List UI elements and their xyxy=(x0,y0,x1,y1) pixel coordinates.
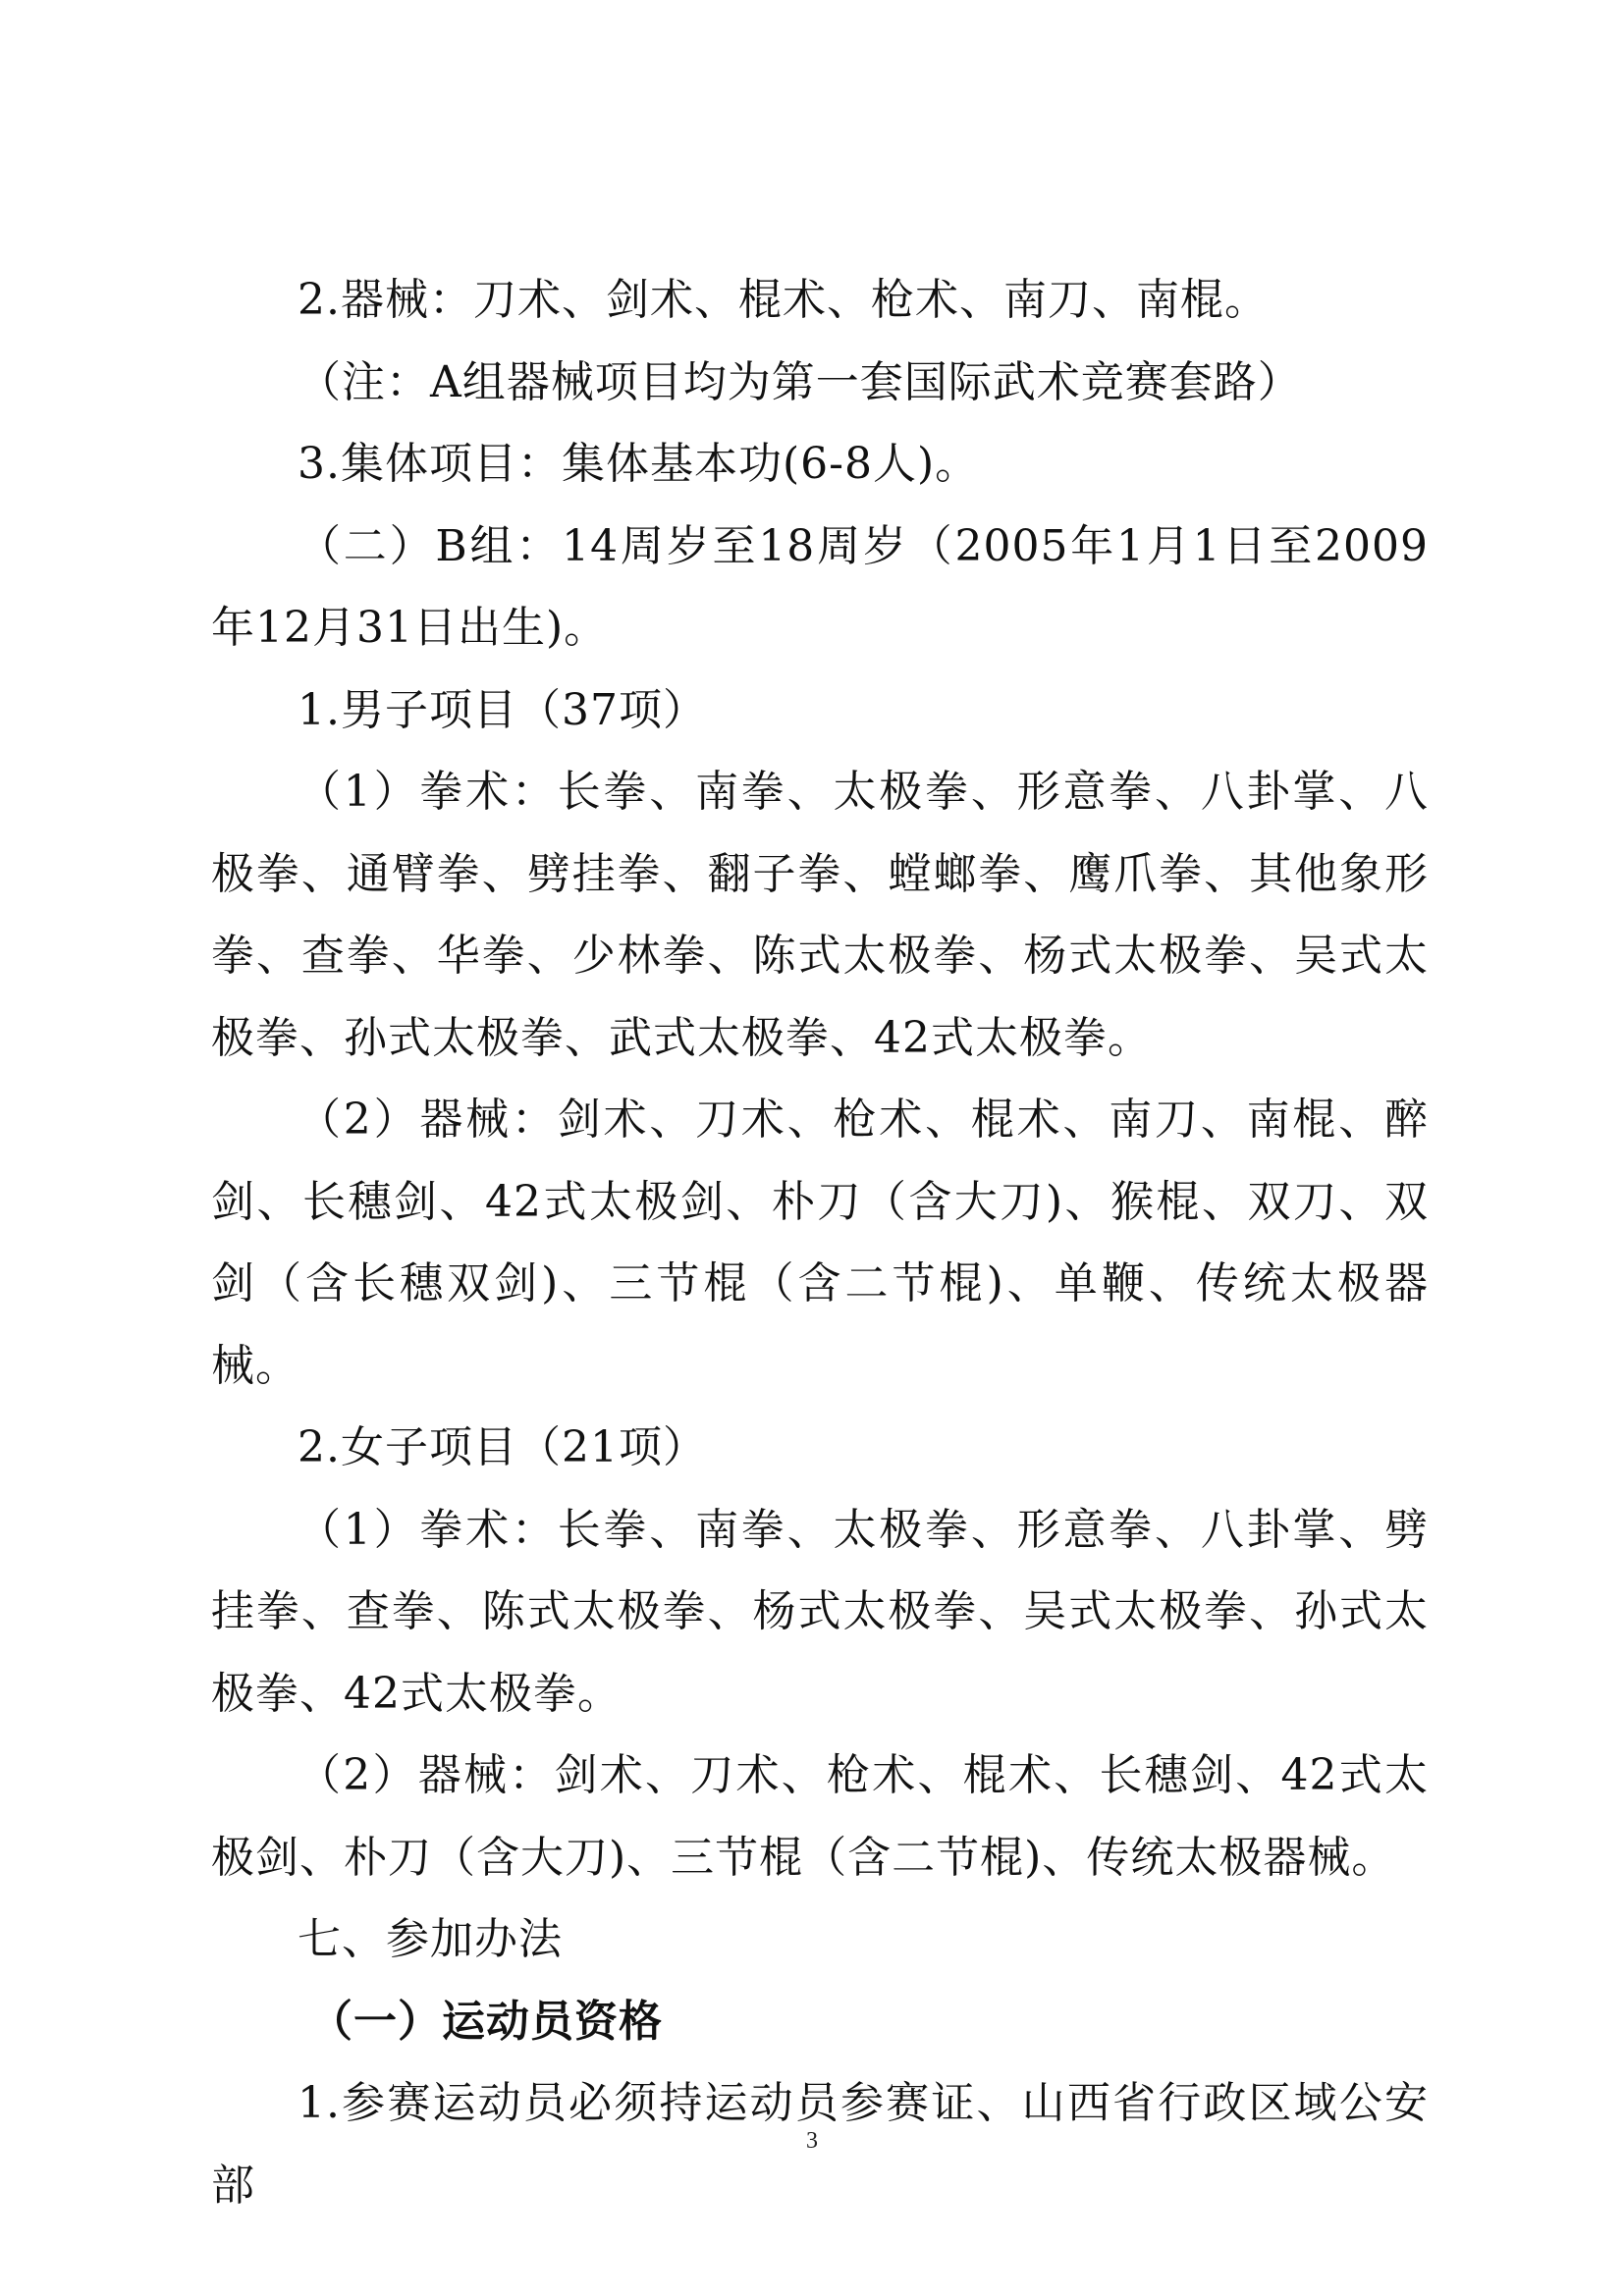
paragraph-men-events: 1.男子项目（37项） xyxy=(298,684,707,735)
paragraph-women-events: 2.女子项目（21项） xyxy=(298,1422,707,1472)
paragraph-group-event: 3.集体项目：集体基本功(6-8人)。 xyxy=(298,439,980,489)
subsection-heading: （一）运动员资格 xyxy=(309,1996,663,2047)
paragraph-men-boxing: （1）拳术：长拳、南拳、太极拳、形意拳、八卦掌、八极拳、通臂拳、劈挂拳、翻子拳、螳螂拳、鹰爪拳、其他象形拳、查拳、华拳、少林拳、陈式太极拳、杨式太极拳、吴式太极拳、孙式太极拳、武式太极拳、42式太极拳。 xyxy=(211,767,1429,1063)
section-heading: 七、参加办法 xyxy=(298,1914,563,1964)
page-number: 3 xyxy=(806,2128,818,2154)
document-body xyxy=(211,259,1429,2226)
paragraph-equipment-a: 2.器械：刀术、剑术、棍术、枪术、南刀、南棍。 xyxy=(298,275,1269,325)
paragraph-group-b: （二）B组：14周岁至18周岁（2005年1月1日至2009年12月31日出生)。 xyxy=(211,520,1429,653)
paragraph-women-equipment: （2）器械：剑术、刀术、枪术、棍术、长穗剑、42式太极剑、朴刀（含大刀)、三节棍（含二节棍)、传统太极器械。 xyxy=(211,1750,1429,1883)
paragraph-note-a: （注：A组器械项目均为第一套国际武术竞赛套路） xyxy=(298,356,1302,407)
paragraph-men-equipment: （2）器械：剑术、刀术、枪术、棍术、南刀、南棍、醉剑、长穗剑、42式太极剑、朴刀（含大刀)、猴棍、双刀、双剑（含长穗双剑)、三节棍（含二节棍)、单鞭、传统太极器械。 xyxy=(211,1095,1429,1391)
paragraph-athlete-requirement: 1.参赛运动员必须持运动员参赛证、山西省行政区域公安部 xyxy=(211,2078,1429,2211)
paragraph-women-boxing: （1）拳术：长拳、南拳、太极拳、形意拳、八卦掌、劈挂拳、查拳、陈式太极拳、杨式太极拳、吴式太极拳、孙式太极拳、42式太极拳。 xyxy=(211,1504,1429,1719)
